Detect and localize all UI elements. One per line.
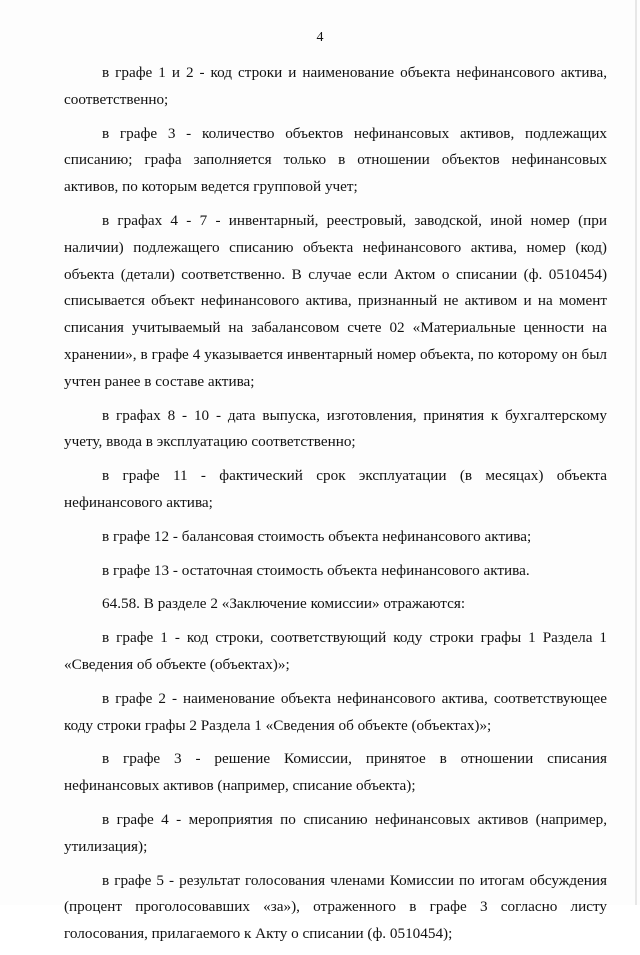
paragraph-s2-column-1: в графе 1 - код строки, соответствующий коду строки графы 1 Раздела 1 «Сведения об объекте (объектах)»; bbox=[64, 629, 607, 673]
paragraph-columns-4-7: в графах 4 - 7 - инвентарный, реестровый, заводской, иной номер (при наличии) подлежащего списанию объекта нефинансового актива, номер (код) объекта (детали) соответственно. В случае если Актом о списании (ф. 0510454) списывается объект нефинансового актива, признанный не активом и на момент списания учитываемый на забалансовом счете 02 «Материальные ценности на хранении», в графе 4 указывается инвентарный номер объекта, по которому он был учтен ранее в составе актива; bbox=[64, 211, 607, 390]
paragraph-column-11: в графе 11 - фактический срок эксплуатации (в месяцах) объекта нефинансового актива; bbox=[64, 467, 607, 511]
paragraph-s2-column-4: в графе 4 - мероприятия по списанию нефинансовых активов (например, утилизация); bbox=[64, 810, 607, 855]
document-body bbox=[64, 60, 607, 955]
paragraph-column-3: в графе 3 - количество объектов нефинансовых активов, подлежащих списанию; графа заполняется только в отношении объектов нефинансовых активов, по которым ведется групповой учет; bbox=[64, 124, 607, 196]
paragraph-columns-8-10: в графах 8 - 10 - дата выпуска, изготовления, принятия к бухгалтерскому учету, ввода в эксплуатацию соответственно; bbox=[64, 406, 607, 451]
paragraph-column-1-2: в графе 1 и 2 - код строки и наименование объекта нефинансового актива, соответственно; bbox=[64, 64, 607, 108]
paragraph-section-2-heading: 64.58. В разделе 2 «Заключение комиссии» отражаются: bbox=[102, 595, 466, 613]
paragraph-s2-column-2: в графе 2 - наименование объекта нефинансового актива, соответствующее коду строки графы 2 Раздела 1 «Сведения об объекте (объектах)»; bbox=[64, 689, 607, 734]
paragraph-s2-column-5: в графе 5 - результат голосования членами Комиссии по итогам обсуждения (процент проголосовавших «за»), отраженного в графе 3 согласно листу голосования, прилагаемого к Акту о списании (ф. 0510454); bbox=[64, 871, 607, 943]
paragraph-column-12: в графе 12 - балансовая стоимость объекта нефинансового актива; bbox=[102, 527, 532, 545]
scan-edge-shadow bbox=[635, 0, 637, 905]
paragraph-s2-column-3: в графе 3 - решение Комиссии, принятое в отношении списания нефинансовых активов (например, списание объекта); bbox=[64, 750, 607, 795]
paragraph-column-13: в графе 13 - остаточная стоимость объекта нефинансового актива. bbox=[102, 561, 530, 579]
page-number: 4 bbox=[316, 30, 324, 45]
